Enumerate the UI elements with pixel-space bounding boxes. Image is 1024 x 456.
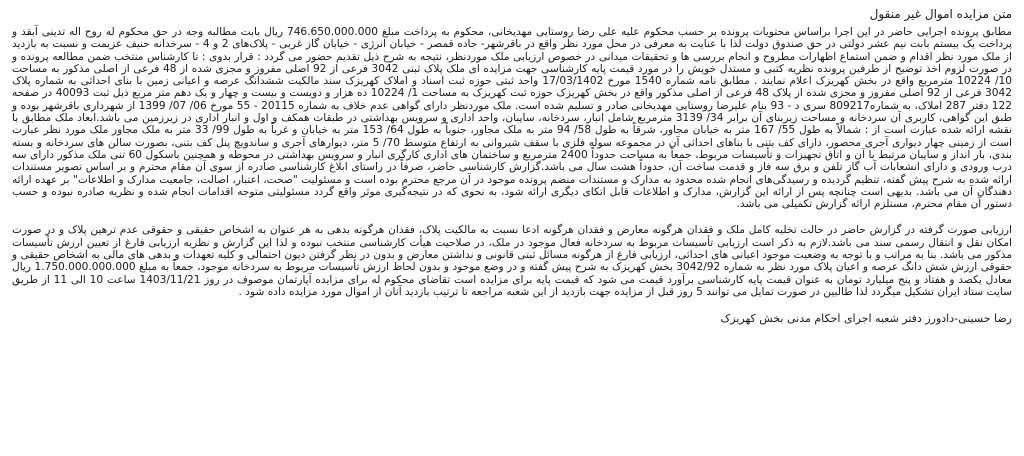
notice-title: متن مزایده اموال غیر منقول	[869, 7, 1012, 21]
notice-paragraph-1: مطابق پرونده اجرایی حاضر در این اجرا براساس محتویات پرونده بر حسب محکوم علیه علی رضا روستایی مهدیخانی، محکوم به پرداخت مبلغ 746.650.000.000 ریال بابت مطالبه وجه در حق محکوم له روح اله تدینی آبقد و پرداخت یک بیستم بابت نیم عشر دولتی در حق صندوق دولت لذا با عنایت به معرفی در محل مورد نظر واقع در باقرشهر- جاده قمصر - خیابان انرژی - خیابان گاز غربی - پلاک‌های 2 و 4 - سرخدانه حنیف عزیمت و نسبت به بازدید از ملک مورد نظر اقدام و ضمن استماع اظهارات مطروح و انجام بررسی ها و تحقیقات میدانی در خصوص ارزیابی ملک موردنظر، نتیجه به شرح ذیل تقدیم حضور می گردد : قرار بدوی : تا کارشناس منتخب ضمن مطالعه پرونده و در صورت لزوم اخذ توضیح از طرفین پرونده نظریه کتبی و مستدل خویش را در مورد قیمت پایه کارشناسی جهت مزایده ای ملک پلاک ثبتی 3042 فرعی از 92 اصلی مفروز و مجزی شده از 48 فرعی از اصلی مذکور به مساحت 10/ 10224 مترمربع واقع در بخش کهریزک اعلام نمایند . مطابق نامه شماره 1540 مورخ 17/03/1402 واحد ثبتی حوزه ثبت اسناد و املاک کهریزک سند مالکیت ششدانگ عرصه و اعیانی زمین با بنای احداثی به شماره پلاک 3042 فرعی از 92 اصلی مفروز و مجزی شده از پلاک 48 فرعی از اصلی مذکور واقع در بخش کهریزک حوزه ثبت کهریزک به مساحت 1/ 10224 ده هزار و دویست و بیست و چهار و یک دهم متر مربع ذیل ثبت 40093 در صفحه 122 دفتر 287 املاک، به شماره809217 سری د - 93 بنام علیرضا روستایی مهدیخانی صادر و تسلیم شده است. ملک موردنظر دارای گواهی عدم خلاف به شماره 20115 - 55 مورخ 06/ 07/ 1399 از شهرداری باقرشهر بوده و طبق این گواهی، کاربری آن سردخانه و مساحت زیربنای آن برابر 34/ 3139 مترمربع شامل انبار، سردخانه، سایبان، واحد اداری و سرویس بهداشتی در طبقات همکف و اول و انبار اداری در زیرزمین می باشد.ابعاد ملک مطابق با نقشه ارائه شده عبارت است از : شمالاً به طول 55/ 167 متر به خیابان مجاور، شرقاً به طول 58/ 94 متر به ملک مجاور، جنوباً به طول 64/ 153 متر به خیابان و غرباً به طول 99/ 33 متر به ملک مجاور ملک مورد نظر عبارت است از زمینی چهار دیواری آجری محصور، دارای کف بتنی با بناهای احداثی آن در مجموعه سوله فلزی با سقف شیروانی به ارتفاع متوسط 70/ 5 متر، دیوارهای آجری و ساندویچ پنل کف بتنی، بصورت سالن های سردخانه و بسته بندی، بار انداز و سایبان مرتبط با آن و اتاق تجهیزات و تأسیسات مربوط، جمعاً به مساحت حدوداً 2400 مترمربع و ساختمان های اداری کارگری انبار و سرویس بهداشتی در محوطه و همچنین باسکول 60 تنی ملک مذکور دارای سه درب ورودی و دارای انشعابات آب گاز تلفن و برق سه فاز و قدمت ساخت آن، حدوداً هشت سال می باشد.گزارش کارشناسی حاضر، صرفاً در راستای ابلاغ کارشناسی صادره از سوی آن مقام محترم و بر اساس تصویر مستندات ارائه شده به شرح پیش گفته، تنظیم گردیده و رسیدگی‌های انجام شده محدود به مدارک و مستندات منضم پرونده موجود در آن مرجع محترم بوده است و مسئولیت "صحت، اعتبار، اصالت، جامعیت مدارک و اطلاعات" بر عهده ارائه دهندگان آن می باشد. بدیهی است چنانچه پس از ارائه این گزارش، مدارک و اطلاعات قابل اتکای دیگری ارائه شود، به نحوی که در نتیجه‌گیری موثر واقع گردد مسئولیتی متوجه اقدامات انجام شده و نظریه صادره نبوده و حسب دستور آن مقام محترم، مستلزم ارائه گزارش تکمیلی می باشد.	[12, 26, 1013, 211]
notice-paragraph-2: ارزیابی صورت گرفته در گزارش حاضر در حالت تخلیه کامل ملک و فقدان هرگونه معارض و فقدان هرگونه ادعا نسبت به مالکیت پلاک، فقدان هرگونه بدهی به هر عنوان به اشخاص حقیقی و حقوقی عدم ترهین پلاک و در صورت امکان نقل و انتقال رسمی سند می باشد.لازم به ذکر است ارزیابی تأسیسات مربوط به سردخانه فعال موجود در ملک، در صلاحیت هیأت کارشناسی منتخب نبوده و لذا این گزارش و نظریه ارزیابی فارغ از تعیین ارزش تأسیسات مذکور می باشد. بنا به مراتب و با توجه به وضعیت موجود اعیانی های احداثی، ارزیابی فارغ از هرگونه مسائل ثبتی قانونی و نداشتن معارض و بدون در نظر گرفتن دیون احتمالی و کلیه تعهدات و بدهی های مالی به اشخاص حقیقی و حقوقی ارزش شش دانگ عرصه و اعیان پلاک مورد نظر به شماره 3042/92 بخش کهریزک به شرح پیش گفته و در وضع موجود و بدون لحاظ ارزش تأسیسات مربوط به سردخانه موجود، جمعاً به مبلغ 1.750.000.000.000 ریال معادل یکصد و هفتاد و پنج میلیارد تومان به عنوان قیمت پایه کارشناسی برآورد قیمت می شود که قیمت پایه برای مزایده است تقاضای محکوم له برای مزایده آپارتمان موصوف در روز 1403/11/21 ساعت 10 الی 11 از طریق سایت ستاد ایران تشکیل میگردد لذا طالبین در صورت تمایل می توانند 5 روز قبل از مزایده جهت بازدید از این شعبه مراجعه تا ترتیب بازدید آنان از اموال مورد مزایده داده شود .	[12, 224, 1012, 298]
notice-signature: رضا حسینی-دادورز دفتر شعبه اجرای احکام مدنی بخش کهریزک	[720, 312, 1012, 326]
